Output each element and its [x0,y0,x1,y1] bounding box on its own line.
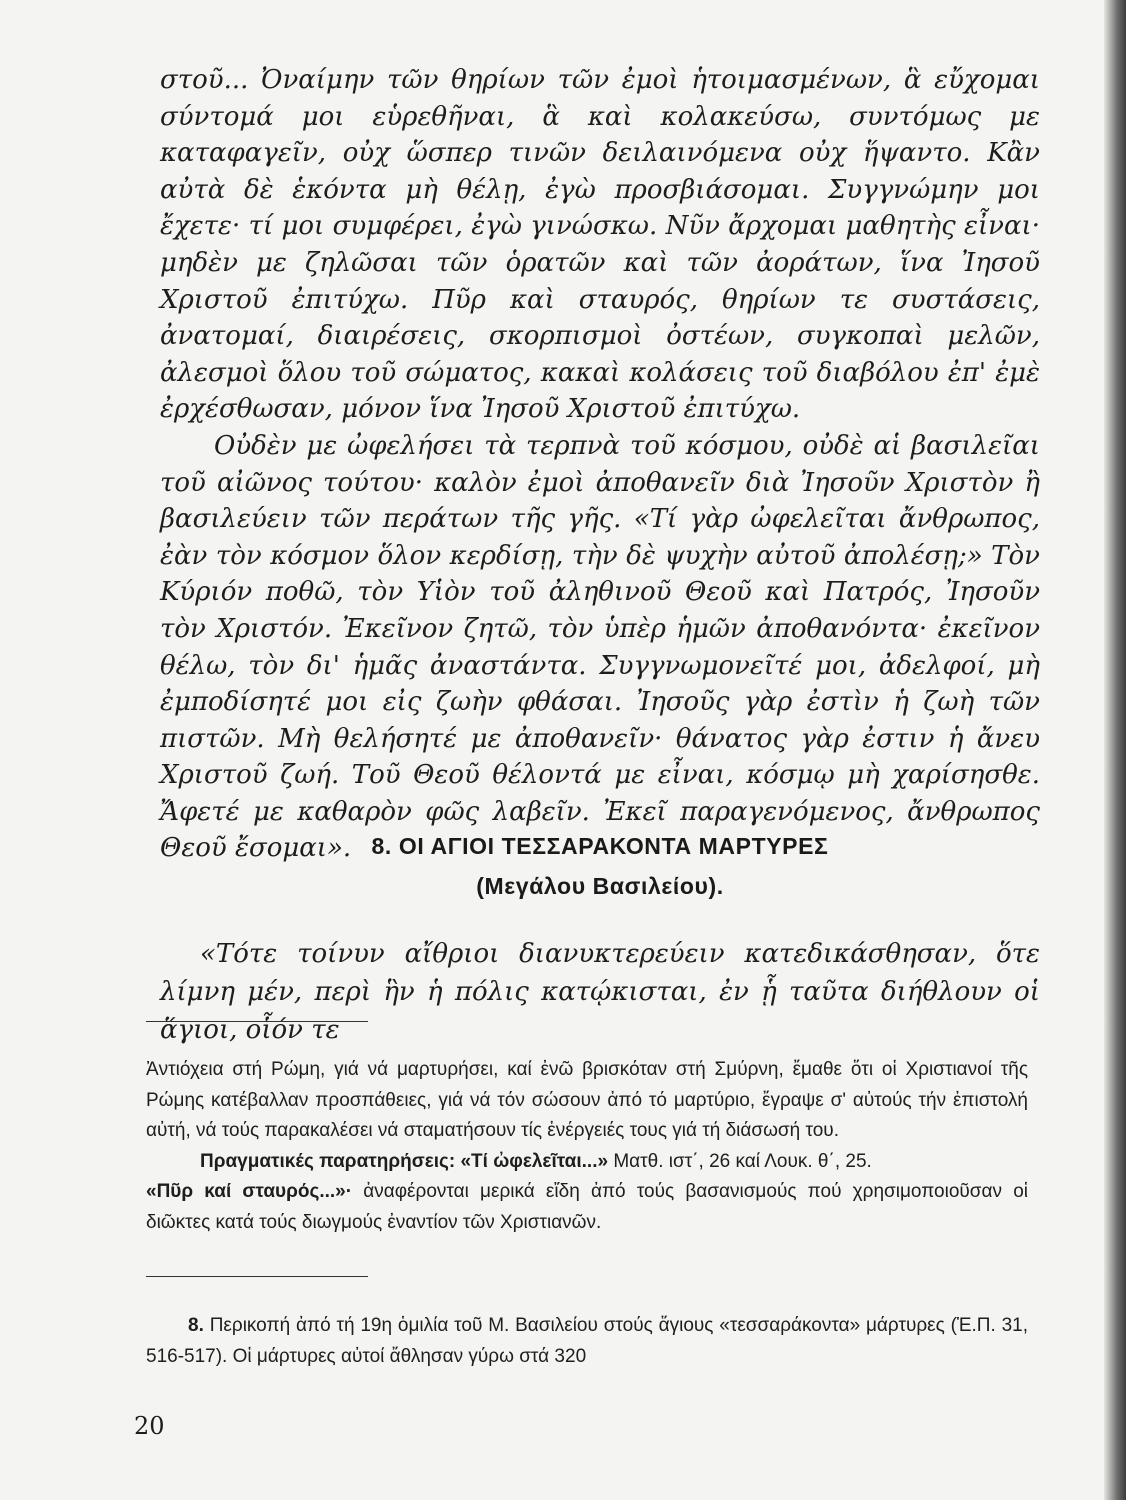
notes-block [146,1055,1028,1238]
page-binding-edge [1104,0,1126,1500]
footnote-8-text: Περικοπή ἀπό τή 19η ὁμιλία τοῦ Μ. Βασιλείου στούς ἅγιους «τεσσαράκοντα» μάρτυρες (Ἑ.Π. 31, 516-517). Οἱ μάρτυρες αὐτοί ἄθλησαν γύρω στά 320 [146,1315,1028,1367]
section-heading [160,826,1040,906]
notes-fire-text: ἀναφέρονται μερικά εἴδη ἀπό τούς βασανισμούς πού χρησιμοποιοῦσαν οἱ διῶκτες κατά τούς διωγμούς ἐναντίον τῶν Χριστιανῶν. [146,1181,1028,1233]
main-text [160,62,1040,867]
footnote-8 [146,1311,1028,1372]
notes-fire [146,1177,1028,1238]
notes-intro: Ἀντιόχεια στή Ρώμη, γιά νά μαρτυρήσει, καί ἐνῶ βρισκόταν στή Σμύρνη, ἔμαθε ὅτι οἱ Χριστιανοί τῆς Ρώμης κατέβαλλαν προσπάθειες, γιά νά τόν σώσουν ἀπό τό μαρτύριο, ἔγραψε σ' αὐτούς τήν ἐπιστολή αὐτή, νά τούς παρακαλέσει νά σταματήσουν τίς ἐνέργειές τους γιά τή διάσωσή του. [146,1059,1028,1141]
footnote-divider-bottom [146,1276,368,1277]
section-paragraph: «Τότε τοίνυν αἴθριοι διανυκτερεύειν κατεδικάσθησαν, ὅτε λίμνη μέν, περὶ ἣν ἡ πόλις κατῴκισται, ἐν ᾗ ταῦτα διήθλουν οἱ ἅγιοι, οἷόν τε [160,939,1040,1045]
page-number: 20 [134,1412,165,1440]
notes-remarks-label: Πραγματικές παρατηρήσεις: «Τί ὠφελεῖται...» [200,1150,609,1172]
notes-fire-label: «Πῦρ καί σταυρός...»· [146,1181,353,1202]
footnote-divider-top [146,1021,368,1022]
notes-remarks [146,1147,1028,1178]
section-title: 8. ΟΙ ΑΓΙΟΙ ΤΕΣΣΑΡΑΚΟΝΤΑ ΜΑΡΤΥΡΕΣ [371,833,829,859]
main-paragraph-2: Οὐδὲν με ὠφελήσει τὰ τερπνὰ τοῦ κόσμου, οὐδὲ αἱ βασιλεῖαι τοῦ αἰῶνος τούτου· καλὸν ἐμοὶ ἀποθανεῖν διὰ Ἰησοῦν Χριστὸν ἢ βασιλεύειν τῶν περάτων τῆς γῆς. «Τί γὰρ ὠφελεῖται ἄνθρωπος, ἐὰν τὸν κόσμον ὅλον κερδίσῃ, τὴν δὲ ψυχὴν αὐτοῦ ἀπολέσῃ;» Τὸν Κύριόν ποθῶ, τὸν Υἱὸν τοῦ ἀληθινοῦ Θεοῦ καὶ Πατρός, Ἰησοῦν τὸν Χριστόν. Ἐκεῖνον ζητῶ, τὸν ὑπὲρ ἡμῶν ἀποθανόντα· ἐκεῖνον θέλω, τὸν δι' ἡμᾶς ἀναστάντα. Συγγνωμονεῖτέ μοι, ἀδελφοί, μὴ ἐμποδίσητέ μοι εἰς ζωὴν φθάσαι. Ἰησοῦς γὰρ ἐστὶν ἡ ζωὴ τῶν πιστῶν. Μὴ θελήσητέ με ἀποθανεῖν· θάνατος γὰρ ἐστιν ἡ ἄνευ Χριστοῦ ζωή. Τοῦ Θεοῦ θέλοντά με εἶναι, κόσμῳ μὴ χαρίσησθε. Ἄφετέ με καθαρὸν φῶς λαβεῖν. Ἐκεῖ παραγενόμενος, ἄνθρωπος Θεοῦ ἔσομαι». [160,430,1040,864]
main-paragraph-1: στοῦ... Ὀναίμην τῶν θηρίων τῶν ἐμοὶ ἡτοιμασμένων, ἃ εὔχομαι σύντομά μοι εὑρεθῆναι, ἃ καὶ κολακεύσω, συντόμως με καταφαγεῖν, οὐχ ὥσπερ τινῶν δειλαινόμενα οὐχ ἥψαντο. Κἂν αὐτὰ δὲ ἑκόντα μὴ θέλῃ, ἐγὼ προσβιάσομαι. Συγγνώμην μοι ἔχετε· τί μοι συμφέρει, ἐγὼ γινώσκω. Νῦν ἄρχομαι μαθητὴς εἶναι· μηδὲν με ζηλῶσαι τῶν ὁρατῶν καὶ τῶν ἀοράτων, ἵνα Ἰησοῦ Χριστοῦ ἐπιτύχω. Πῦρ καὶ σταυρός, θηρίων τε συστάσεις, ἀνατομαί, διαιρέσεις, σκορπισμοὶ ὀστέων, συγκοπαὶ μελῶν, ἀλεσμοὶ ὅλου τοῦ σώματος, κακαὶ κολάσεις τοῦ διαβόλου ἐπ' ἐμὲ ἐρχέσθωσαν, μόνον ἵνα Ἰησοῦ Χριστοῦ ἐπιτύχω. [160,65,1040,425]
section-subtitle: (Μεγάλου Βασιλείου). [476,873,724,899]
notes-remarks-text: Ματθ. ιστ΄, 26 καί Λουκ. θ΄, 25. [608,1150,872,1172]
footnote-8-number: 8. [188,1315,204,1336]
